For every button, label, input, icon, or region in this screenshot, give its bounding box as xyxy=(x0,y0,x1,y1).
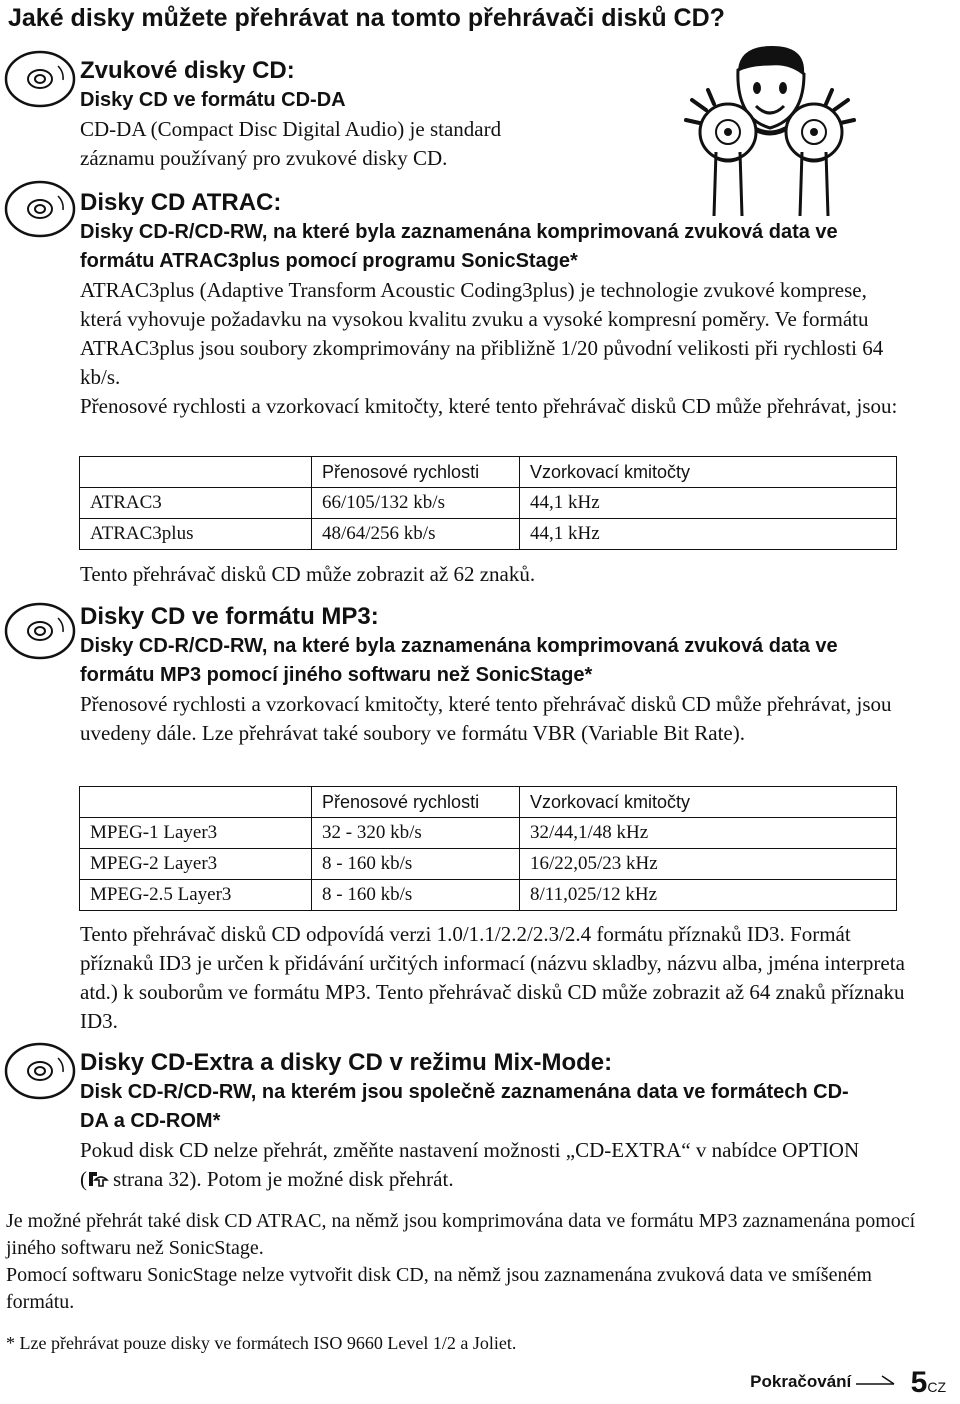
continue-text: Pokračování xyxy=(750,1372,852,1391)
table-cell: MPEG-2.5 Layer3 xyxy=(80,880,312,911)
body-paragraph: ATRAC3plus (Adaptive Transform Acoustic Coding3plus) je technologie zvukové komprese, která vyhovuje požadavku na vysokou kvalitu zvuku a vysoké kompresní poměry. Ve formátu ATRAC3plus jsou soubory zkomprimovány na přibližně 1/20 původní velikosti při rychlosti 64 kb/s. xyxy=(80,278,884,389)
continue-arrow-icon xyxy=(856,1374,896,1388)
section-heading: Disky CD ATRAC: xyxy=(80,189,282,216)
table-header-cell xyxy=(80,457,312,488)
table-cell: 8 - 160 kb/s xyxy=(312,880,520,911)
table-cell: 8 - 160 kb/s xyxy=(312,849,520,880)
body-text-ref: strana 32). Potom je možné disk přehrát. xyxy=(113,1167,454,1191)
cd-disc-icon xyxy=(2,48,78,110)
table-header-cell: Přenosové rychlosti xyxy=(312,457,520,488)
table-cell: 44,1 kHz xyxy=(520,519,897,550)
table-cell: 48/64/256 kb/s xyxy=(312,519,520,550)
table-header-row xyxy=(80,457,897,488)
bottom-paragraph: Je možné přehrát také disk CD ATRAC, na němž jsou komprimována data ve formátu MP3 zaznamenána pomocí jiného softwaru než SonicStage. xyxy=(6,1210,916,1259)
section-body xyxy=(80,690,900,748)
section-audio-cd xyxy=(80,56,640,173)
page-title: Jaké disky můžete přehrávat na tomto přehrávači disků CD? xyxy=(8,4,725,32)
atrac-rates-table xyxy=(79,456,897,550)
bottom-paragraph: Pomocí softwaru SonicStage nelze vytvořit disk CD, na němž jsou zaznamenána zvuková data ve smíšeném formátu. xyxy=(6,1264,872,1313)
table-cell: 32 - 320 kb/s xyxy=(312,818,520,849)
section-body xyxy=(80,276,900,421)
table-row xyxy=(80,519,897,550)
section-subheading: Disky CD ve formátu CD-DA xyxy=(80,89,346,111)
cd-disc-icon xyxy=(2,600,78,662)
table-header-cell xyxy=(80,787,312,818)
section-heading: Zvukové disky CD: xyxy=(80,57,295,84)
page-number xyxy=(911,1366,946,1404)
table-cell: 8/11,025/12 kHz xyxy=(520,880,897,911)
section-body xyxy=(80,1136,860,1194)
section-subheading: Disky CD-R/CD-RW, na které byla zaznamenána komprimovaná zvuková data ve formátu ATRAC3plus pomocí programu SonicStage* xyxy=(80,221,838,272)
section-heading: Disky CD-Extra a disky CD v režimu Mix-Mode: xyxy=(80,1049,613,1076)
body-paragraph: Přenosové rychlosti a vzorkovací kmitočty, které tento přehrávač disků CD může přehrávat, jsou: xyxy=(80,394,898,418)
body-line: CD-DA (Compact Disc Digital Audio) je standard xyxy=(80,117,502,141)
table-cell: 32/44,1/48 kHz xyxy=(520,818,897,849)
table-row xyxy=(80,818,897,849)
continue-label xyxy=(750,1372,896,1392)
table-cell: 44,1 kHz xyxy=(520,488,897,519)
section-cd-extra xyxy=(80,1048,860,1194)
language-code: CZ xyxy=(927,1379,946,1395)
cd-disc-icon xyxy=(2,178,78,240)
section-mp3-cd xyxy=(80,602,900,748)
section-subheading: Disk CD-R/CD-RW, na kterém jsou společně zaznamenána data ve formátech CD-DA a CD-ROM* xyxy=(80,1081,849,1132)
table-header-cell: Vzorkovací kmitočty xyxy=(520,787,897,818)
page-number-value: 5 xyxy=(910,1366,928,1399)
mp3-note: Tento přehrávač disků CD odpovídá verzi 1.0/1.1/2.2/2.3/2.4 formátu příznaků ID3. Formát příznaků ID3 je určen k přidávání určitých informací (názvu skladby, názvu alba, jména interpreta atd.) k souborům ve formátu MP3. Tento přehrávač disků CD může zobrazit až 64 znaků příznaku ID3. xyxy=(80,922,905,1033)
atrac-note: Tento přehrávač disků CD může zobrazit až 62 znaků. xyxy=(80,562,536,586)
table-cell: ATRAC3plus xyxy=(80,519,312,550)
see-page-reference-icon xyxy=(87,1170,109,1188)
section-subheading: Disky CD-R/CD-RW, na které byla zaznamenána komprimovaná zvuková data ve formátu MP3 pomocí jiného softwaru než SonicStage* xyxy=(80,635,838,686)
table-header-cell: Vzorkovací kmitočty xyxy=(520,457,897,488)
section-body xyxy=(80,115,640,173)
mp3-rates-table xyxy=(79,786,897,911)
table-header-row xyxy=(80,787,897,818)
section-atrac-cd xyxy=(80,188,900,421)
cd-disc-icon xyxy=(2,1040,78,1102)
body-paragraph: Přenosové rychlosti a vzorkovací kmitočty, které tento přehrávač disků CD může přehrávat, jsou uvedeny dále. Lze přehrávat také soubory ve formátu VBR (Variable Bit Rate). xyxy=(80,692,892,745)
section-heading: Disky CD ve formátu MP3: xyxy=(80,603,379,630)
table-cell: MPEG-2 Layer3 xyxy=(80,849,312,880)
body-text: Pokud disk CD nelze přehrát, změňte nastavení možnosti „CD-EXTRA“ v nabídce OPTION ( xyxy=(80,1138,860,1191)
table-cell: ATRAC3 xyxy=(80,488,312,519)
table-row xyxy=(80,880,897,911)
body-line: záznamu používaný pro zvukové disky CD. xyxy=(80,146,448,170)
table-row xyxy=(80,488,897,519)
table-cell: 66/105/132 kb/s xyxy=(312,488,520,519)
table-row xyxy=(80,849,897,880)
table-cell: MPEG-1 Layer3 xyxy=(80,818,312,849)
table-cell: 16/22,05/23 kHz xyxy=(520,849,897,880)
footnote: * Lze přehrávat pouze disky ve formátech ISO 9660 Level 1/2 a Joliet. xyxy=(6,1333,517,1353)
table-header-cell: Přenosové rychlosti xyxy=(312,787,520,818)
